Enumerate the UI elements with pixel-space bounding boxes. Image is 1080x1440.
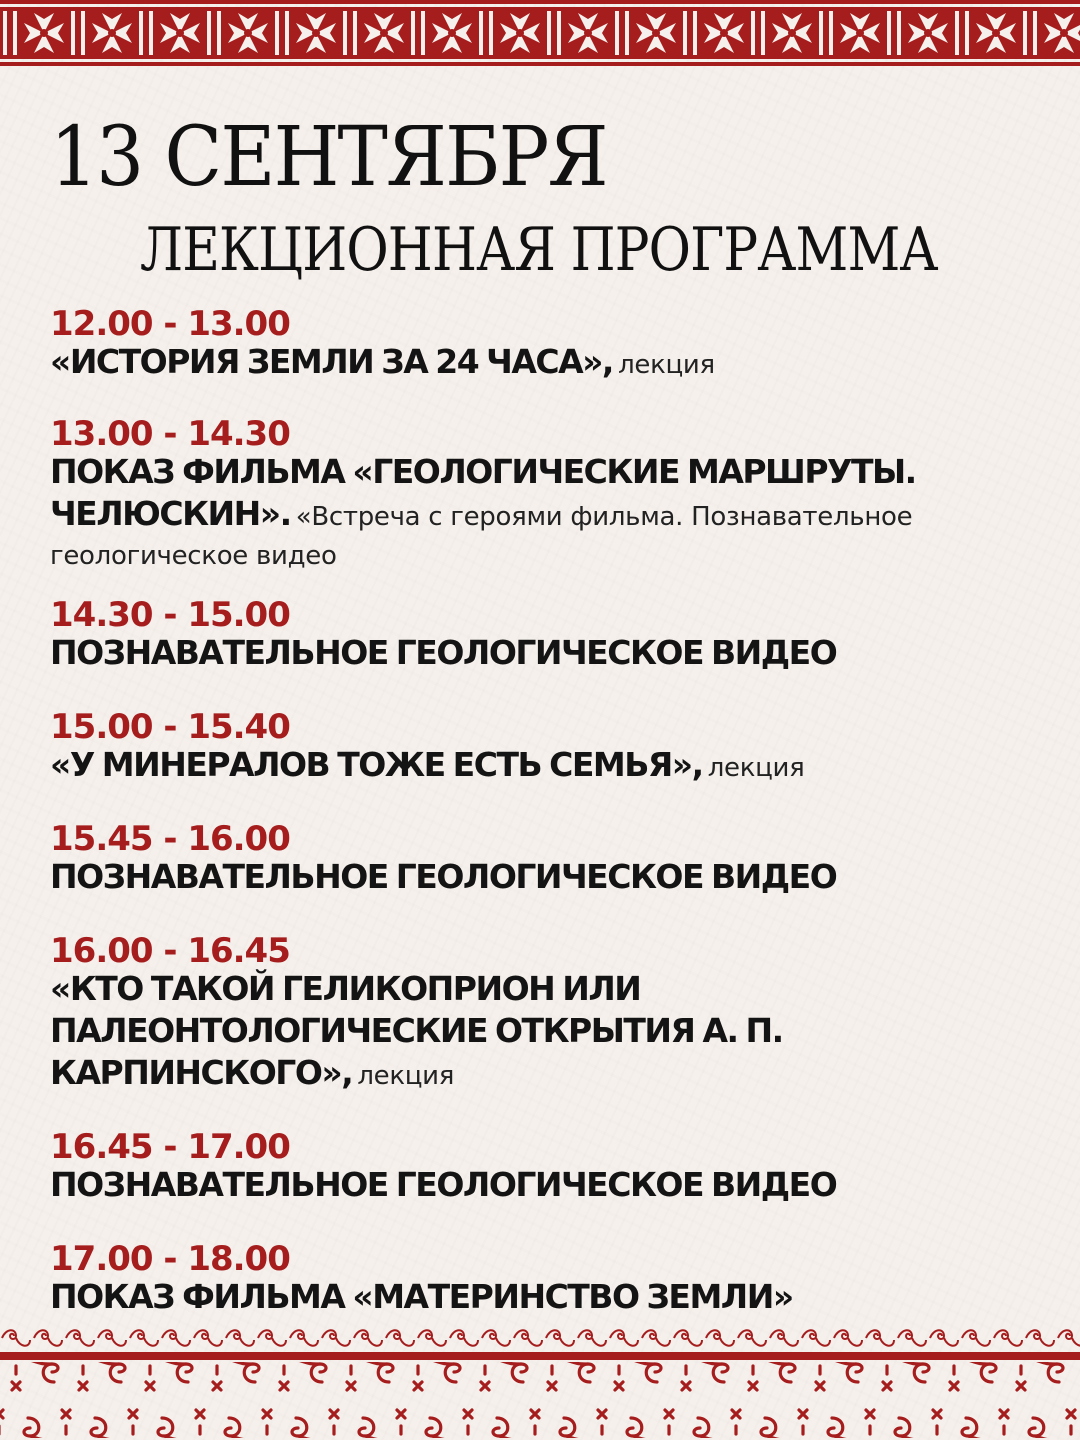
schedule-item-title: «У МИНЕРАЛОВ ТОЖЕ ЕСТЬ СЕМЬЯ», xyxy=(50,745,703,784)
schedule-item xyxy=(50,1127,1050,1209)
event-date-title: 13 СЕНТЯБРЯ xyxy=(50,110,607,205)
schedule-item-title: ПОКАЗ ФИЛЬМА «МАТЕРИНСТВО ЗЕМЛИ» xyxy=(50,1277,793,1316)
top-ornament-border xyxy=(0,0,1080,66)
schedule-item xyxy=(50,707,1050,789)
schedule-item-time: 15.45 - 16.00 xyxy=(50,819,290,859)
schedule-item-time: 16.45 - 17.00 xyxy=(50,1127,290,1167)
schedule-item-time: 12.00 - 13.00 xyxy=(50,304,290,344)
schedule-item xyxy=(50,304,1050,386)
schedule-list xyxy=(50,304,1050,1321)
schedule-item-time: 17.00 - 18.00 xyxy=(50,1239,290,1279)
schedule-item xyxy=(50,1239,1050,1321)
program-subtitle: ЛЕКЦИОННАЯ ПРОГРАММА xyxy=(140,215,938,285)
schedule-item-note: лекция xyxy=(707,753,805,783)
schedule-item xyxy=(50,819,1050,901)
schedule-item-time: 15.00 - 15.40 xyxy=(50,707,290,747)
schedule-item-title: «КТО ТАКОЙ ГЕЛИКОПРИОН ИЛИ ПАЛЕОНТОЛОГИЧЕСКИЕ ОТКРЫТИЯ А. П. КАРПИНСКОГО», xyxy=(50,969,783,1092)
schedule-item xyxy=(50,414,1050,577)
schedule-item-title: ПОЗНАВАТЕЛЬНОЕ ГЕОЛОГИЧЕСКОЕ ВИДЕО xyxy=(50,1165,837,1204)
schedule-item-time: 13.00 - 14.30 xyxy=(50,414,290,454)
schedule-item-note: «Встреча с героями фильма. Познавательное геологическое видео xyxy=(50,502,913,571)
schedule-item-title: ПОЗНАВАТЕЛЬНОЕ ГЕОЛОГИЧЕСКОЕ ВИДЕО xyxy=(50,857,837,896)
schedule-item xyxy=(50,931,1050,1097)
schedule-item-title: «ИСТОРИЯ ЗЕМЛИ ЗА 24 ЧАСА», xyxy=(50,342,613,381)
schedule-item-title: ПОЗНАВАТЕЛЬНОЕ ГЕОЛОГИЧЕСКОЕ ВИДЕО xyxy=(50,633,837,672)
schedule-item xyxy=(50,595,1050,677)
schedule-item-note: лекция xyxy=(618,350,715,380)
schedule-item-title: ПОКАЗ ФИЛЬМА «ГЕОЛОГИЧЕСКИЕ МАРШРУТЫ. ЧЕЛЮСКИН». xyxy=(50,452,916,533)
schedule-item-note: лекция xyxy=(357,1061,455,1091)
schedule-item-time: 16.00 - 16.45 xyxy=(50,931,290,971)
schedule-item-time: 14.30 - 15.00 xyxy=(50,595,290,635)
bottom-ornament-border xyxy=(0,1324,1080,1440)
